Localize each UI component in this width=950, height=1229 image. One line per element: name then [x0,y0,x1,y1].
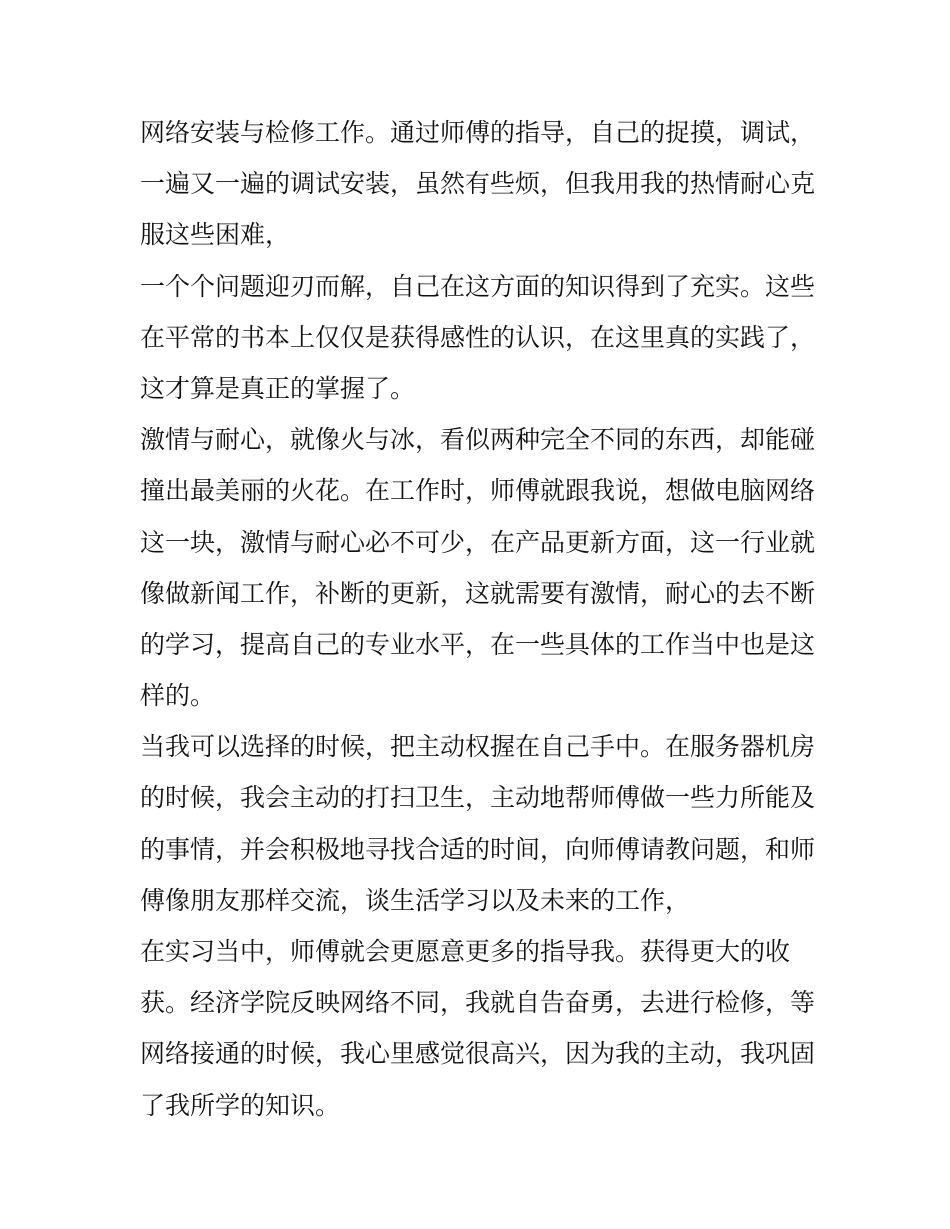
text-line: 一遍又一遍的调试安装，虽然有些烦，但我用我的热情耐心克 [140,169,816,199]
text-line: 撞出最美丽的火花。在工作时，师傅就跟我说，想做电脑网络 [140,476,816,506]
text-line: 的事情，并会积极地寻找合适的时间，向师傅请教问题，和师 [140,834,816,864]
text-line: 在平常的书本上仅仅是获得感性的认识，在这里真的实践了， [140,322,816,352]
text-line: 服这些困难， [140,220,291,250]
text-line: 这一块，激情与耐心必不可少，在产品更新方面，这一行业就 [140,527,816,557]
text-line: 网络安装与检修工作。通过师傅的指导，自己的捉摸，调试， [140,118,816,147]
text-line: 激情与耐心，就像火与冰，看似两种完全不同的东西，却能碰 [140,425,816,455]
document-body [140,107,820,1131]
text-line: 的学习，提高自己的专业水平，在一些具体的工作当中也是这 [140,629,816,659]
text-line: 了我所学的知识。 [140,1090,341,1120]
text-line: 这才算是真正的掌握了。 [140,373,416,403]
text-line: 获。经济学院反映网络不同，我就自告奋勇，去进行检修，等 [140,988,816,1018]
paragraph-2 [140,261,820,415]
paragraph-5 [140,926,820,1131]
text-line: 傅像朋友那样交流，谈生活学习以及未来的工作， [140,885,691,915]
text-line: 当我可以选择的时候，把主动权握在自己手中。在服务器机房 [140,732,816,762]
text-line: 的时候，我会主动的打扫卫生，主动地帮师傅做一些力所能及 [140,783,816,813]
text-line: 样的。 [140,681,216,711]
text-line: 网络接通的时候，我心里感觉很高兴，因为我的主动，我巩固 [140,1039,816,1069]
text-line: 一个个问题迎刃而解，自己在这方面的知识得到了充实。这些 [140,271,816,301]
text-line: 像做新闻工作，补断的更新，这就需要有激情，耐心的去不断 [140,578,816,608]
paragraph-1 [140,107,820,261]
text-line: 在实习当中，师傅就会更愿意更多的指导我。获得更大的收 [140,937,791,966]
paragraph-4 [140,721,820,926]
paragraph-3 [140,414,820,721]
